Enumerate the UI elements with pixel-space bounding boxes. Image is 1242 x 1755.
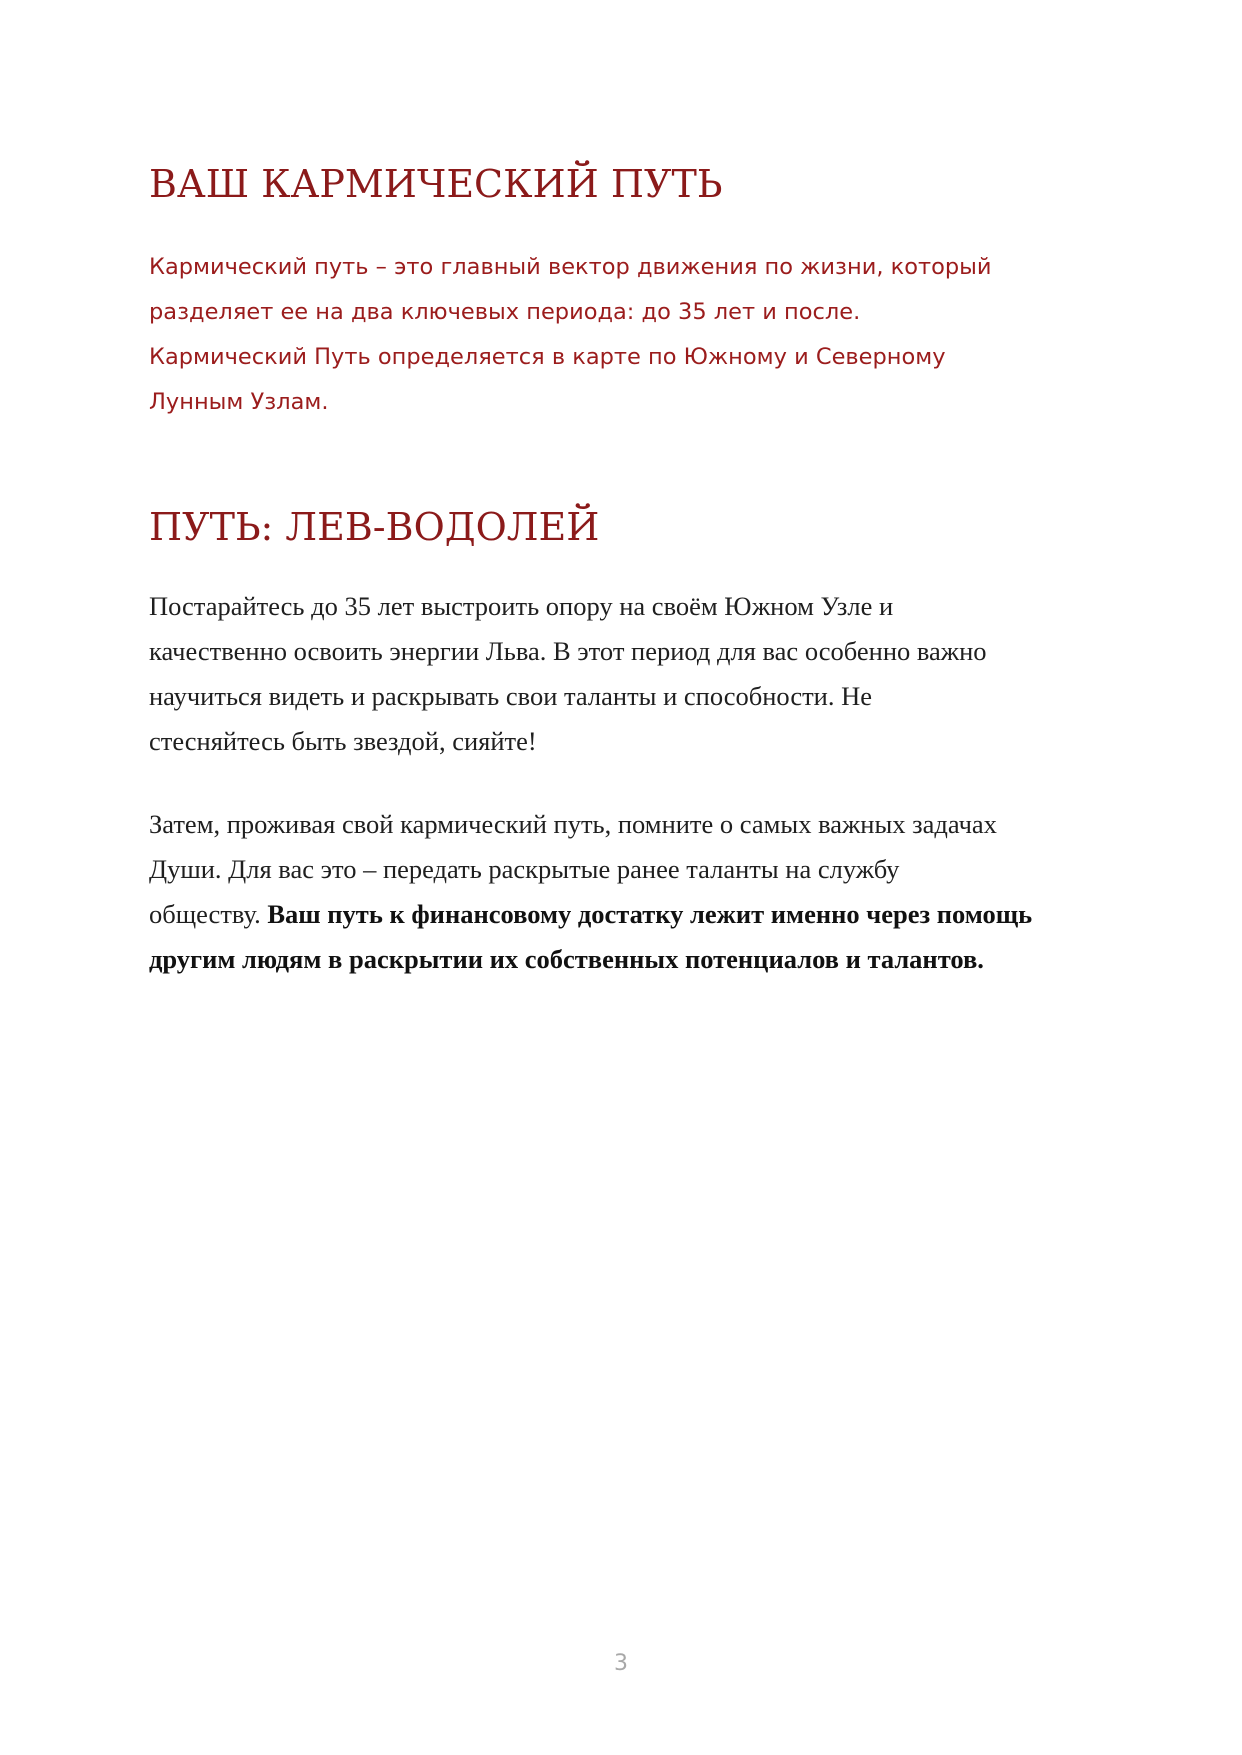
intro-paragraph [149, 245, 1089, 425]
section-heading-path-leo-aquarius: ПУТЬ: ЛЕВ-ВОДОЛЕЙ [149, 505, 600, 549]
intro-line: разделяет ее на два ключевых периода: до 35 лет и после. [149, 299, 861, 325]
body-text-bold: Ваш путь к финансовому достатку лежит именно через помощь [267, 899, 1033, 929]
body-line: Постарайтесь до 35 лет выстроить опору на своём Южном Узле и [149, 591, 894, 621]
body-line: качественно освоить энергии Льва. В этот период для вас особенно важно [149, 636, 987, 666]
body-paragraph-1 [149, 584, 1109, 764]
intro-line: Кармический путь – это главный вектор движения по жизни, который [149, 254, 992, 280]
body-text-bold: другим людям в раскрытии их собственных потенциалов и талантов. [149, 944, 984, 974]
body-line: стесняйтесь быть звездой, сияйте! [149, 726, 537, 756]
body-line: Души. Для вас это – передать раскрытые ранее таланты на службу [149, 854, 900, 884]
section-heading-karmic-path: ВАШ КАРМИЧЕСКИЙ ПУТЬ [149, 162, 723, 206]
intro-line: Лунным Узлам. [149, 389, 329, 415]
body-paragraph-2 [149, 802, 1109, 982]
body-line: научиться видеть и раскрывать свои таланты и способности. Не [149, 681, 873, 711]
body-line-mixed [149, 892, 1109, 937]
body-text-plain: обществу. [149, 899, 268, 929]
body-line: Затем, проживая свой кармический путь, помните о самых важных задачах [149, 809, 997, 839]
intro-line: Кармический Путь определяется в карте по Южному и Северному [149, 344, 946, 370]
page-number: 3 [614, 1651, 628, 1676]
